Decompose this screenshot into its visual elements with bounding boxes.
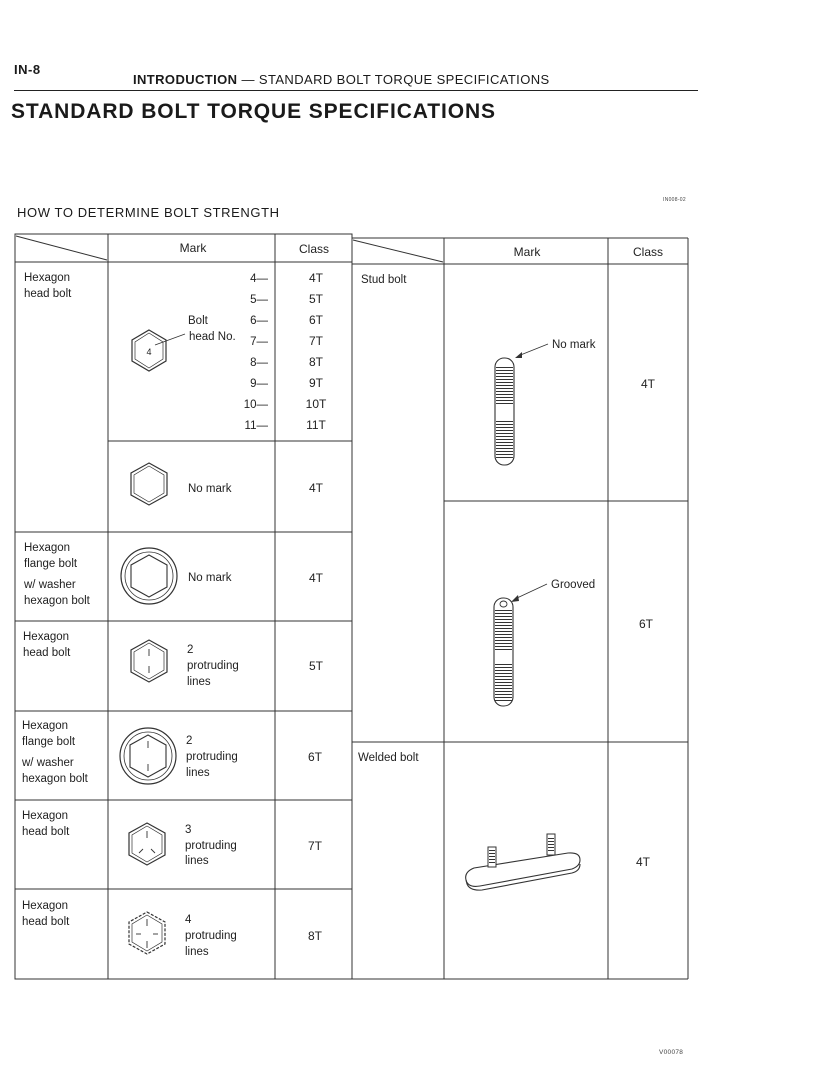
type-row2-line1: Hexagon <box>22 720 69 732</box>
plain-hex-head-icon <box>131 463 167 505</box>
head-number-11: 11— <box>244 420 268 432</box>
type-row4-line1: Hexagon <box>22 900 69 912</box>
mark-row2-line2: protruding <box>186 751 238 763</box>
type-welded-bolt: Welded bolt <box>358 752 419 764</box>
page-title: STANDARD BOLT TORQUE SPECIFICATIONS <box>11 100 496 123</box>
right-header-class: Class <box>632 245 664 259</box>
figure-code-bottom: V00078 <box>659 1049 684 1056</box>
type-row2-line4: hexagon bolt <box>22 773 88 785</box>
page-number: IN-8 <box>14 62 41 77</box>
type-row1-line1: Hexagon <box>23 631 70 643</box>
header-section: INTRODUCTION <box>133 72 238 87</box>
mark-row3-line3: lines <box>185 855 209 867</box>
left-header-diagonal <box>16 236 107 260</box>
class-row1: 5T <box>308 659 324 673</box>
class-5t: 5T <box>308 292 324 306</box>
type-row1-line2: head bolt <box>23 647 71 659</box>
mark-stud-grooved: Grooved <box>551 579 596 591</box>
head-number-8: 8— <box>250 357 268 369</box>
head-number-5: 5— <box>250 294 268 306</box>
type-row3-line1: Hexagon <box>22 810 69 822</box>
head-number-6: 6— <box>250 315 268 327</box>
type-hexagon-head-bolt-line1: Hexagon <box>24 272 71 284</box>
left-header-class: Class <box>298 242 330 256</box>
head-number-4: 4— <box>250 273 268 285</box>
header-topic: STANDARD BOLT TORQUE SPECIFICATIONS <box>258 72 550 87</box>
left-header-mark: Mark <box>179 241 207 255</box>
class-stud-no-mark: 4T <box>640 377 656 391</box>
type-row0-line4: hexagon bolt <box>24 595 90 607</box>
hex-3-lines-icon <box>129 823 165 865</box>
type-row2-line3: w/ washer <box>22 757 74 769</box>
mark-row2-line3: lines <box>186 767 210 779</box>
section-subtitle: HOW TO DETERMINE BOLT STRENGTH <box>17 205 280 220</box>
class-8t: 8T <box>308 355 324 369</box>
numbered-head-icon <box>132 330 185 371</box>
class-6t: 6T <box>308 313 324 327</box>
type-row2-line2: flange bolt <box>22 736 76 748</box>
bolt-head-label-line2: head No. <box>189 331 236 343</box>
type-row0-line1: Hexagon <box>24 542 71 554</box>
stud-bolt-grooved-icon <box>494 584 547 706</box>
mark-row3-line2: protruding <box>185 840 237 852</box>
class-10t: 10T <box>305 397 327 411</box>
flange-hex-icon <box>121 548 177 604</box>
flange-hex-2-lines-icon <box>120 728 176 784</box>
class-11t: 11T <box>306 418 326 432</box>
mark-stud-no-mark: No mark <box>552 339 596 351</box>
class-4t: 4T <box>308 271 324 285</box>
mark-row1-line1: 2 <box>187 644 194 656</box>
type-row0-line3: w/ washer <box>24 579 76 591</box>
class-row3: 7T <box>307 839 323 853</box>
class-row2: 6T <box>307 750 323 764</box>
icon-head-number: 4 <box>146 347 152 357</box>
mark-row2-line1: 2 <box>186 735 193 747</box>
mark-row1-line2: protruding <box>187 660 239 672</box>
right-header-mark: Mark <box>513 245 541 259</box>
head-number-10: 10— <box>243 399 268 411</box>
type-hexagon-head-bolt-line2: head bolt <box>24 288 72 300</box>
header-separator: — <box>241 72 255 87</box>
type-row4-line2: head bolt <box>22 916 70 928</box>
bolt-head-label-line1: Bolt <box>188 315 208 327</box>
class-row0: 4T <box>308 571 324 585</box>
class-welded-bolt: 4T <box>635 855 651 869</box>
mark-row0: No mark <box>188 572 232 584</box>
head-number-7: 7— <box>250 336 268 348</box>
class-stud-grooved: 6T <box>638 617 654 631</box>
stud-bolt-no-mark-icon <box>495 344 548 465</box>
head-number-9: 9— <box>250 378 268 390</box>
mark-no-mark-hex: No mark <box>188 483 232 495</box>
numbered-marks <box>244 273 269 432</box>
type-row0-line2: flange bolt <box>24 558 78 570</box>
class-no-mark-hex: 4T <box>308 481 324 495</box>
class-7t: 7T <box>308 334 324 348</box>
right-header-diagonal <box>353 240 443 262</box>
welded-bolt-icon <box>466 834 580 890</box>
mark-row4-line2: protruding <box>185 930 237 942</box>
mark-row3-line1: 3 <box>185 824 192 836</box>
type-stud-bolt: Stud bolt <box>361 274 407 286</box>
figure-code-top: IN008-02 <box>663 197 686 203</box>
numbered-classes <box>306 271 327 432</box>
type-row3-line2: head bolt <box>22 826 70 838</box>
class-row4: 8T <box>307 929 323 943</box>
hex-4-lines-icon <box>129 912 165 954</box>
class-9t: 9T <box>308 376 324 390</box>
mark-row4-line3: lines <box>185 946 209 958</box>
hex-2-lines-icon <box>131 640 167 682</box>
mark-row4-line1: 4 <box>185 914 192 926</box>
mark-row1-line3: lines <box>187 676 211 688</box>
